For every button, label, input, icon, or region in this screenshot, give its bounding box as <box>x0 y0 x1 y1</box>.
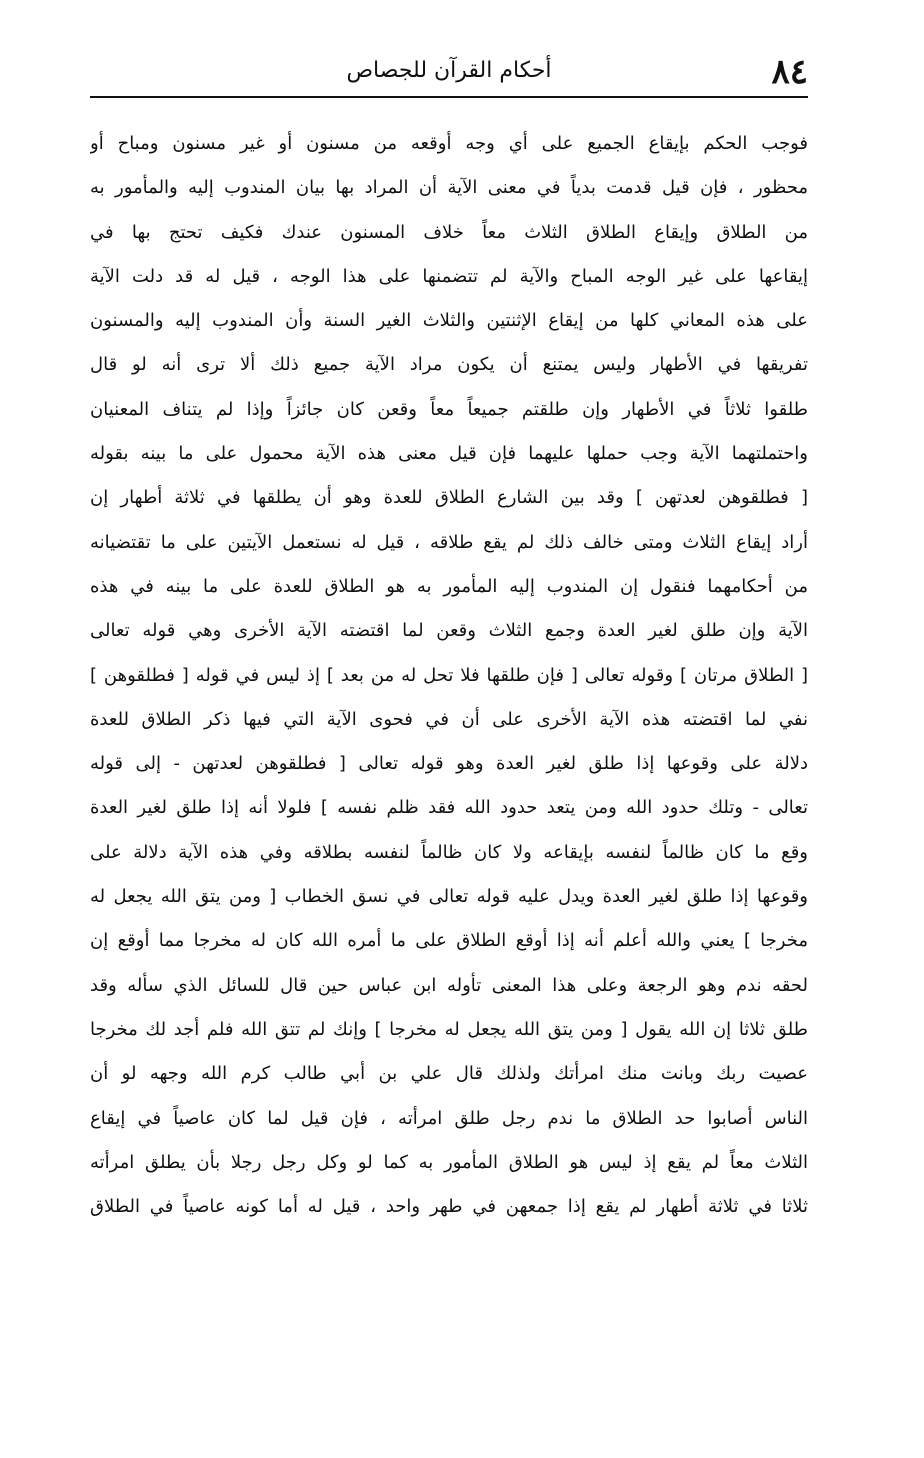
text-line: من أحكامهما فنقول إن المندوب إليه المأمور به هو الطلاق للعدة على ما بينه في هذه <box>90 575 808 597</box>
text-line: وقع ما كان ظالماً لنفسه بإيقاعه ولا كان ظالماً لنفسه بطلاقه وفي هذه الآية دلالة على <box>90 841 808 863</box>
text-line: [ الطلاق مرتان ] وقوله تعالى [ فإن طلقها فلا تحل له من بعد ] إذ ليس في قوله [ فطلقوهن ] <box>90 664 808 686</box>
body-text <box>90 122 808 1229</box>
text-line: دلالة على وقوعها إذا طلق لغير العدة وهو قوله تعالى [ فطلقوهن لعدتهن - إلى قوله <box>90 753 808 775</box>
page-number: ٨٤ <box>771 52 808 92</box>
text-line: مخرجا ] يعني والله أعلم أنه إذا أوقع الطلاق على ما أمره الله كان له مخرجا مما أوقع إن <box>90 930 808 952</box>
text-line: إيقاعها على غير الوجه المباح والآية لم تتضمنها على هذا الوجه ، قيل له قد دلت الآية <box>90 265 808 287</box>
text-line: تفريقها في الأطهار وليس يمتنع أن يكون مراد الآية جميع ذلك ألا ترى أنه لو قال <box>90 354 808 376</box>
running-title: أحكام القرآن للجصاص <box>346 58 552 83</box>
text-line: طلق ثلاثا إن الله يقول [ ومن يتق الله يجعل له مخرجا ] وإنك لم تتق الله فلم أجد لك مخرجا <box>90 1018 808 1040</box>
text-line: ثلاثا في ثلاثة أطهار لم يقع إذا جمعهن في طهر واحد ، قيل له أما كونه عاصياً في الطلاق <box>90 1196 808 1218</box>
text-line: عصيت ربك وبانت منك امرأتك ولذلك قال علي بن أبي طالب كرم الله وجهه لو أن <box>90 1063 808 1085</box>
text-line: نفي لما اقتضته هذه الآية الأخرى على أن في فحوى الآية التي فيها ذكر الطلاق للعدة <box>90 708 808 730</box>
text-line: تعالى - وتلك حدود الله ومن يتعد حدود الله فقد ظلم نفسه ] فلولا أنه إذا طلق لغير العدة <box>90 797 808 819</box>
text-line: الثلاث معاً لم يقع إذ ليس هو الطلاق المأمور به كما لو وكل رجل رجلا بأن يطلق امرأته <box>90 1151 808 1173</box>
text-line: لحقه ندم وهو الرجعة وعلى هذا المعنى تأوله ابن عباس حين قال للسائل الذي سأله وقد <box>90 974 808 996</box>
text-line: الآية وإن طلق لغير العدة وجمع الثلاث وقعن لما اقتضته الآية الأخرى وهي قوله تعالى <box>90 620 808 642</box>
text-line: محظور ، فإن قيل قدمت بدياً في معنى الآية أن المراد بها بيان المندوب إليه والمأمور به <box>90 177 808 199</box>
header-rule <box>90 96 808 98</box>
text-line: فوجب الحكم بإيقاع الجميع على أي وجه أوقعه من مسنون أو غير مسنون ومباح أو <box>90 133 808 154</box>
page-header <box>90 50 808 98</box>
text-line: أراد إيقاع الثلاث ومتى خالف ذلك لم يقع طلاقه ، قيل له نستعمل الآيتين على ما تقتضيانه <box>90 531 808 553</box>
text-line: واحتملتهما الآية وجب حملها عليهما فإن قيل معنى هذه الآية محمول على ما بينه بقوله <box>90 443 808 465</box>
text-line: طلقوا ثلاثاً في الأطهار وإن طلقتم جميعاً معاً وقعن كان جائزاً وإذا لم يتناف المعنيان <box>90 398 808 420</box>
text-line: من الطلاق وإيقاع الطلاق الثلاث معاً خلاف المسنون عندك فكيف تحتج بها في <box>90 221 808 243</box>
text-line: الناس أصابوا حد الطلاق ما ندم رجل طلق امرأته ، فإن قيل لما كان عاصياً في إيقاع <box>90 1107 808 1129</box>
text-line: [ فطلقوهن لعدتهن ] وقد بين الشارع الطلاق للعدة وهو أن يطلقها في ثلاثة أطهار إن <box>90 487 808 509</box>
text-line: على هذه المعاني كلها من إيقاع الإثنتين والثلاث الغير السنة وأن المندوب إليه والمسنون <box>90 310 808 332</box>
text-line: وقوعها إذا طلق لغير العدة ويدل عليه قوله تعالى في نسق الخطاب [ ومن يتق الله يجعل له <box>90 886 808 908</box>
